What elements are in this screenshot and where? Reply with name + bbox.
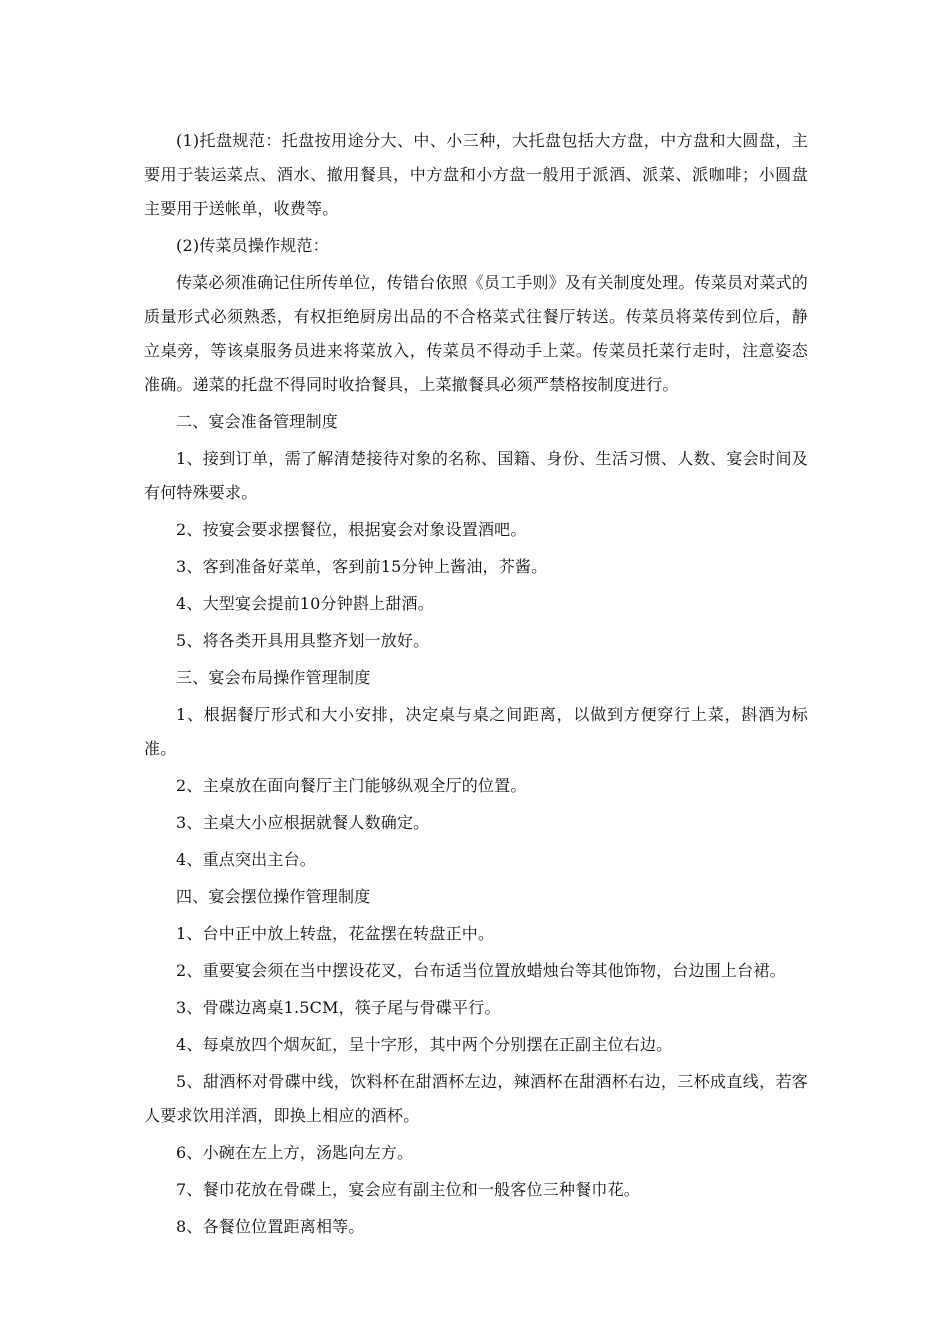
paragraph-tray-spec: (1)托盘规范：托盘按用途分大、中、小三种，大托盘包括大方盘，中方盘和大圆盘，主要用于装运菜点、酒水、撤用餐具，中方盘和小方盘一般用于派酒、派菜、派咖啡；小圆盘主要用于送帐单，收费等。: [144, 131, 808, 218]
list-item: 2、主桌放在面向餐厅主门能够纵观全厅的位置。: [176, 776, 527, 795]
section-heading-banquet-layout: 三、宴会布局操作管理制度: [176, 668, 371, 687]
list-item: 2、按宴会要求摆餐位，根据宴会对象设置酒吧。: [176, 520, 527, 539]
list-item: 1、接到订单，需了解清楚接待对象的名称、国籍、身份、生活习惯、人数、宴会时间及有何特殊要求。: [144, 449, 808, 502]
list-item: 1、台中正中放上转盘，花盆摆在转盘正中。: [176, 924, 495, 943]
list-item: 4、大型宴会提前10分钟斟上甜酒。: [176, 594, 434, 613]
list-item: 3、客到准备好菜单，客到前15分钟上酱油，芥酱。: [176, 557, 548, 576]
paragraph-runner-spec-heading: (2)传菜员操作规范：: [176, 236, 329, 255]
list-item: 5、甜酒杯对骨碟中线，饮料杯在甜酒杯左边，辣酒杯在甜酒杯右边，三杯成直线，若客人要求饮用洋酒，即换上相应的酒杯。: [144, 1072, 808, 1125]
list-item: 6、小碗在左上方，汤匙向左方。: [176, 1143, 414, 1162]
paragraph-runner-spec-body: 传菜必须准确记住所传单位，传错台依照《员工手则》及有关制度处理。传菜员对菜式的质量形式必须熟悉，有权拒绝厨房出品的不合格菜式往餐厅转送。传菜员将菜传到位后，静立桌旁，等该桌服务员进来将菜放入，传菜员不得动手上菜。传菜员托菜行走时，注意姿态准确。递菜的托盘不得同时收拾餐具，上菜撤餐具必须严禁格按制度进行。: [144, 273, 808, 394]
section-heading-banquet-setting: 四、宴会摆位操作管理制度: [176, 887, 371, 906]
section-heading-banquet-prep: 二、宴会准备管理制度: [176, 412, 339, 431]
list-item: 8、各餐位位置距离相等。: [176, 1217, 365, 1236]
document-body: [144, 124, 808, 1247]
list-item: 5、将各类开具用具整齐划一放好。: [176, 631, 430, 650]
list-item: 3、骨碟边离桌1.5CM，筷子尾与骨碟平行。: [176, 998, 501, 1017]
list-item: 4、重点突出主台。: [176, 850, 316, 869]
list-item: 1、根据餐厅形式和大小安排，决定桌与桌之间距离，以做到方便穿行上菜，斟酒为标准。: [144, 705, 808, 758]
list-item: 4、每桌放四个烟灰缸，呈十字形，其中两个分别摆在正副主位右边。: [176, 1035, 673, 1054]
list-item: 3、主桌大小应根据就餐人数确定。: [176, 813, 430, 832]
list-item: 7、餐巾花放在骨碟上，宴会应有副主位和一般客位三种餐巾花。: [176, 1180, 640, 1199]
list-item: 2、重要宴会须在当中摆设花叉，台布适当位置放蜡烛台等其他饰物，台边围上台裙。: [176, 961, 786, 980]
